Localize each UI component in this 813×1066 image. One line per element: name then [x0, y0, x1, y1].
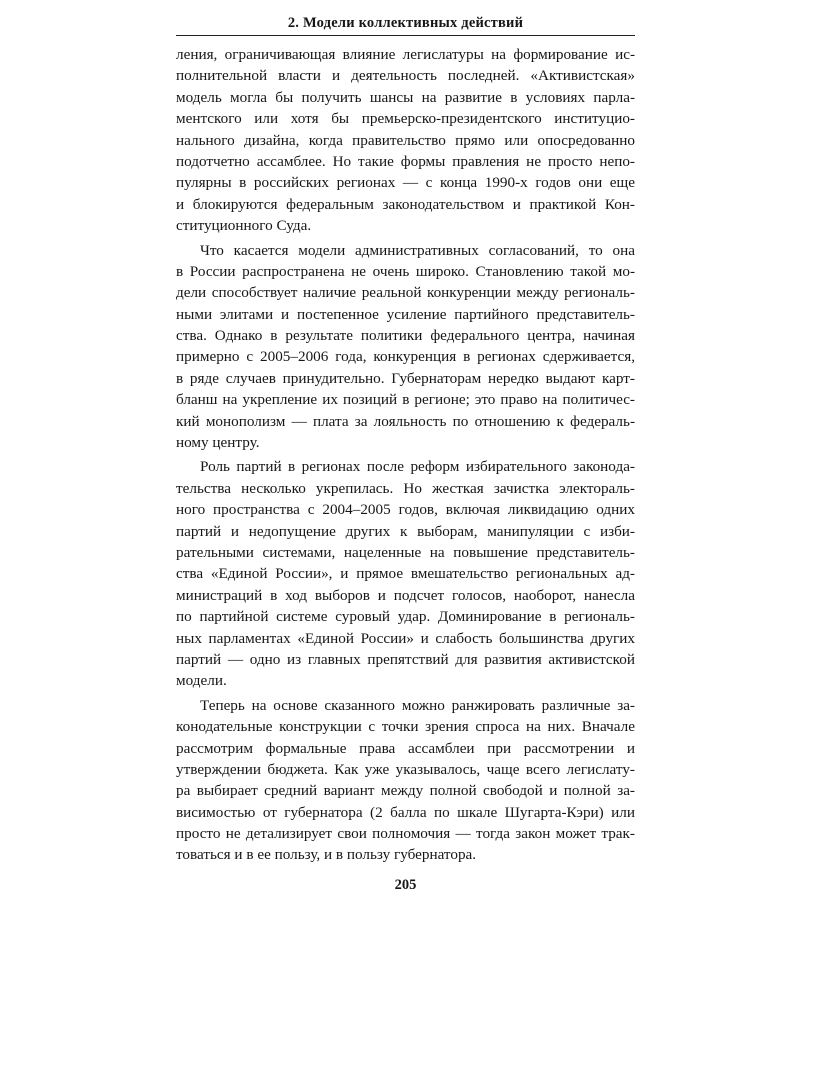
page-number: 205 — [394, 876, 417, 893]
text-line: в России распространена не очень широко. Становлению такой мо- — [176, 262, 635, 280]
paragraph — [176, 240, 635, 454]
text-line: утверждении бюджета. Как уже указывалось, чаще всего легислату- — [176, 760, 635, 778]
text-line: Теперь на основе сказанного можно ранжировать различные за- — [200, 696, 635, 714]
text-line: ментского или хотя бы премьерско-президентского институцио- — [176, 110, 635, 128]
paragraph — [176, 695, 635, 866]
running-head: 2. Модели коллективных действий — [176, 14, 635, 36]
text-line: пулярны в российских регионах — с конца 1990-х годов они еще — [176, 174, 635, 192]
text-line: партий — одно из главных препятствий для развития активистской — [176, 650, 635, 668]
text-line: примерно с 2005–2006 года, конкуренция в регионах сдерживается, — [176, 348, 635, 366]
text-line: министраций в ход выборов и подсчет голосов, наоборот, нанесла — [176, 586, 635, 604]
text-line: ституционного Суда. — [176, 217, 312, 235]
text-line: ными элитами и постепенное усиление партийного представитель- — [176, 305, 635, 323]
text-line: бланш на укрепление их позиций в регионе; это право на политичес- — [176, 391, 635, 409]
text-line: модели. — [176, 672, 227, 690]
text-line: и блокируются федеральным законодательством и практикой Кон- — [176, 195, 635, 213]
text-line: просто не детализирует свои полномочия — тогда закон может трак- — [176, 825, 635, 843]
paragraph — [176, 44, 635, 237]
body-text — [176, 44, 635, 866]
text-line: ления, ограничивающая влияние легислатуры на формирование ис- — [176, 46, 635, 63]
text-line: ных парламентах «Единой России» и слабость большинства других — [176, 629, 635, 647]
text-line: ства «Единой России», и прямое вмешательство региональных ад- — [176, 565, 635, 583]
text-line: в ряде случаев принудительно. Губернаторам нередко выдают карт- — [176, 369, 635, 387]
text-line: партий и недопущение других к выборам, манипуляции с изби- — [176, 522, 635, 540]
text-line: Роль партий в регионах после реформ избирательного законода- — [200, 458, 635, 476]
text-line: полнительной власти и деятельность последней. «Активистская» — [176, 67, 635, 85]
text-line: ра выбирает средний вариант между полной свободой и полной за- — [176, 782, 635, 800]
text-line: ства. Однако в результате политики федерального центра, начиная — [176, 327, 635, 345]
text-line: товаться и в ее пользу, и в пользу губернатора. — [176, 846, 477, 864]
text-line: ного пространства с 2004–2005 годов, включая ликвидацию одних — [176, 501, 635, 519]
text-line: конодательные конструкции с точки зрения спроса на них. Вначале — [176, 718, 635, 736]
text-line: Что касается модели административных согласований, то она — [200, 241, 635, 259]
text-line: рассмотрим формальные права ассамблеи при рассмотрении и — [176, 739, 635, 757]
paragraph — [176, 456, 635, 691]
text-line: рательными системами, нацеленные на повышение представитель- — [176, 543, 635, 561]
text-line: дели способствует наличие реальной конкуренции между региональ- — [176, 284, 635, 302]
text-line: висимостью от губернатора (2 балла по шкале Шугарта-Кэри) или — [176, 803, 635, 821]
text-line: модель могла бы получить шансы на развитие в условиях парла- — [176, 88, 635, 106]
book-page — [176, 14, 635, 894]
text-line: ному центру. — [176, 434, 260, 452]
text-line: тельства несколько укрепилась. Но жесткая зачистка электораль- — [176, 479, 635, 497]
text-line: по партийной системе суровый удар. Доминирование в региональ- — [176, 608, 635, 626]
text-line: подотчетно ассамблее. Но такие формы правления не просто непо- — [176, 152, 635, 170]
text-line: нального дизайна, когда правительство прямо или опосредованно — [176, 131, 635, 149]
text-line: кий монополизм — плата за лояльность по отношению к федераль- — [176, 412, 635, 430]
